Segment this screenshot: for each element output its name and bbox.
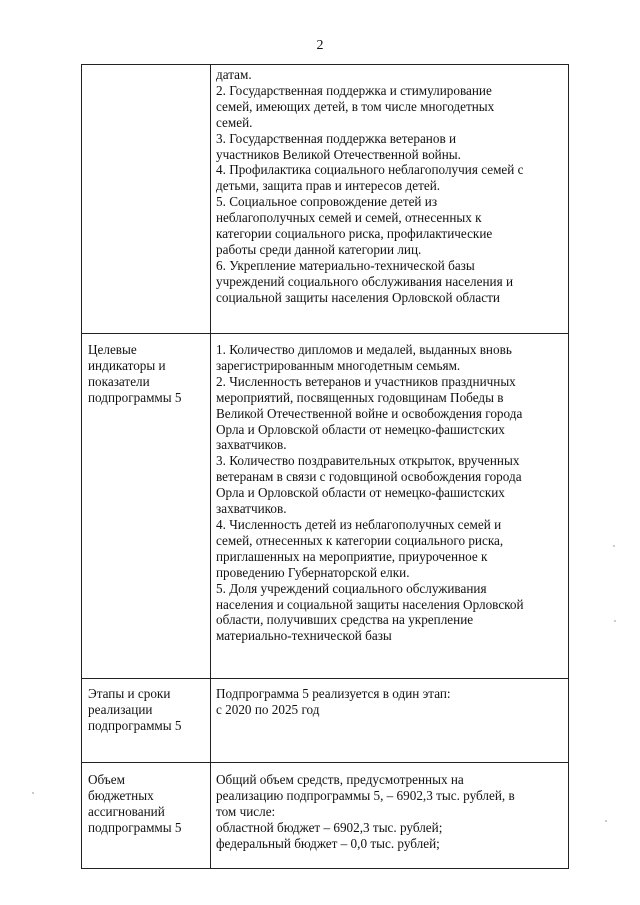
row-content-line: федеральный бюджет – 0,0 тыс. рублей; — [216, 835, 440, 851]
row-content-line: датам. — [216, 67, 252, 82]
row-label-line: Объем — [88, 772, 125, 787]
row-content-line: 2. Государственная поддержка и стимулирование — [216, 82, 492, 98]
row-content-line: захватчиков. — [216, 437, 287, 453]
row-label-cell — [82, 679, 211, 763]
row-content-line: 5. Доля учреждений социального обслуживания — [216, 580, 487, 596]
row-content-line: категории социального риска, профилактические — [216, 226, 493, 242]
table-row — [82, 679, 569, 763]
row-content-line: 4. Численность детей из неблагополучных семей и — [216, 516, 502, 532]
row-content-line: Общий объем средств, предусмотренных на — [216, 772, 464, 787]
row-label-cell — [82, 763, 211, 869]
row-content-line: семей, имеющих детей, в том числе многодетных — [216, 98, 495, 114]
table-row — [82, 65, 569, 334]
row-label-line: показатели — [88, 373, 150, 389]
row-content-line: Орла и Орловской области от немецко-фашистских — [216, 485, 505, 501]
row-content-line: 4. Профилактика социального неблагополучия семей с — [216, 162, 524, 178]
table-row — [82, 763, 569, 869]
row-content-line: семей, отнесенных к категории социального риска, — [216, 532, 504, 548]
page-number: 2 — [316, 38, 324, 53]
row-content-line: 3. Количество поздравительных открыток, врученных — [216, 453, 520, 469]
row-content-line: населения и социальной защиты населения Орловской — [216, 596, 524, 612]
scan-speck — [614, 620, 616, 622]
row-label-line: подпрограммы 5 — [88, 717, 182, 733]
row-content-line: Великой Отечественной войне и освобождения города — [216, 405, 523, 421]
row-content-cell — [211, 763, 569, 869]
row-label-cell — [82, 65, 211, 334]
row-content-cell — [211, 679, 569, 763]
row-content-line: детьми, защита прав и интересов детей. — [216, 178, 441, 194]
row-content-line: том числе: — [216, 803, 276, 819]
row-content-line: работы среди данной категории лиц. — [216, 241, 422, 257]
row-label-line: реализации — [88, 701, 153, 717]
row-content-line: неблагополучных семей и семей, отнесенных к — [216, 210, 482, 226]
table-row — [82, 334, 569, 679]
row-content-line: учреждений социального обслуживания населения и — [216, 273, 514, 289]
row-label-line: бюджетных — [88, 787, 154, 803]
row-content-line: материально-технической базы — [216, 628, 392, 644]
row-content-line: Орла и Орловской области от немецко-фашистских — [216, 421, 505, 437]
row-content-line: областной бюджет – 6902,3 тыс. рублей; — [216, 819, 443, 835]
row-content-line: ветеранам в связи с годовщиной освобождения города — [216, 469, 522, 485]
row-label-line: Целевые — [88, 342, 137, 357]
row-content-line: 3. Государственная поддержка ветеранов и — [216, 130, 457, 146]
row-content-line: участников Великой Отечественной войны. — [216, 146, 461, 162]
row-content-line: захватчиков. — [216, 501, 287, 517]
row-content-line: проведению Губернаторской елки. — [216, 564, 410, 580]
row-content-line: социальной защиты населения Орловской области — [216, 289, 500, 305]
subprogram-passport-table — [81, 64, 569, 869]
row-content-line: 6. Укрепление материально-технической базы — [216, 257, 475, 273]
row-label-line: ассигнований — [88, 803, 165, 819]
scan-speck — [32, 792, 34, 794]
scan-speck — [605, 820, 607, 822]
row-label-cell — [82, 334, 211, 679]
row-content-line: с 2020 по 2025 год — [216, 701, 320, 717]
row-content-line: 2. Численность ветеранов и участников праздничных — [216, 373, 516, 389]
row-content-line: 5. Социальное сопровождение детей из — [216, 194, 438, 210]
row-label-line: подпрограммы 5 — [88, 389, 182, 405]
row-content-line: семей. — [216, 114, 253, 130]
row-content-line: реализацию подпрограммы 5, – 6902,3 тыс. рублей, в — [216, 787, 515, 803]
row-content-line: зарегистрированным многодетным семьям. — [216, 357, 461, 373]
row-label-line: подпрограммы 5 — [88, 819, 182, 835]
row-content-line: приглашенных на мероприятие, приуроченное к — [216, 548, 488, 564]
row-content-cell — [211, 65, 569, 334]
row-content-line: мероприятий, посвященных годовщинам Победы в — [216, 389, 504, 405]
row-content-line: Подпрограмма 5 реализуется в один этап: — [216, 686, 451, 701]
row-content-cell — [211, 334, 569, 679]
row-content-line: 1. Количество дипломов и медалей, выданных вновь — [216, 342, 512, 357]
row-content-line: области, получивших средства на укрепление — [216, 612, 474, 628]
row-label-line: Этапы и сроки — [88, 686, 171, 701]
row-label-line: индикаторы и — [88, 357, 166, 373]
scan-speck — [613, 545, 615, 547]
